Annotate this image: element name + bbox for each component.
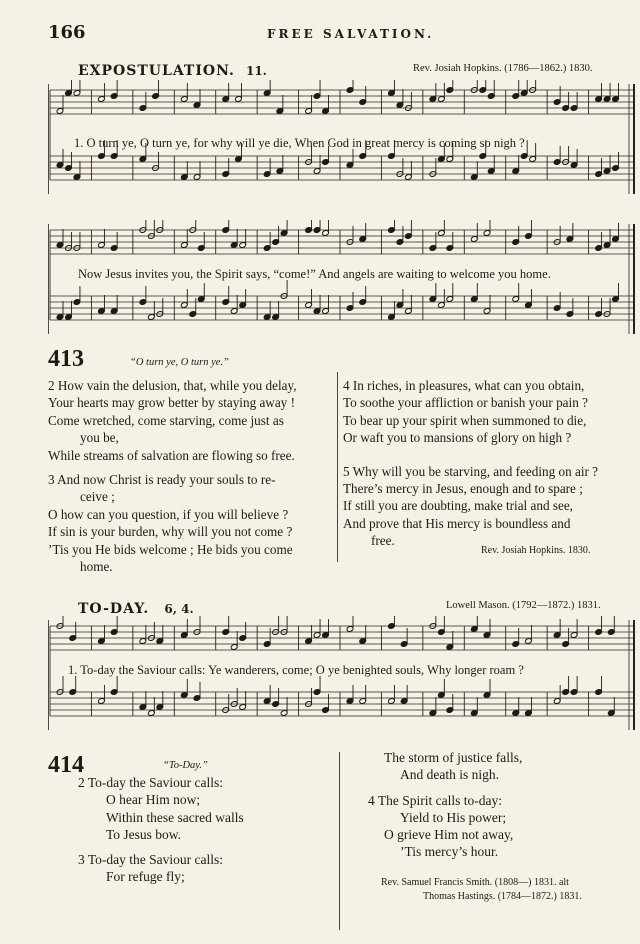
tune1-lyric-line2: Now Jesus invites you, the Spirit says, “come!” And angels are waiting to welcome you home.: [78, 267, 551, 281]
verse-line: While streams of salvation are flowing so free.: [48, 447, 295, 463]
verse-line: free.: [371, 533, 395, 549]
tune2-credit: Lowell Mason. (1792—1872.) 1831.: [446, 600, 601, 611]
verse-line: To soothe your affliction or banish your pain ?: [343, 395, 588, 411]
verse-line: 2 To-day the Saviour calls:: [78, 775, 224, 790]
verse-line: you be,: [80, 430, 119, 446]
verse-line: ’Tis mercy’s hour.: [400, 844, 499, 860]
verse-line: And prove that His mercy is boundless and: [343, 515, 571, 531]
tune2-lyric-line1: 1. To-day the Saviour calls: Ye wanderers, come; O ye benighted souls, Why longer roam ?: [68, 663, 524, 677]
tune1-title: EXPOSTULATION.: [78, 63, 235, 79]
tune2-heading: [78, 598, 194, 617]
hymn-413-right-column: [343, 377, 598, 550]
hymn-414-author-1: Rev. Samuel Francis Smith. (1808—) 1831. alt: [381, 877, 569, 888]
verse-line: Within these sacred walls: [106, 809, 244, 825]
hymn-413-left-column: [48, 377, 297, 575]
verse-line: There’s mercy in Jesus, enough and to spare ;: [343, 481, 583, 497]
verse-line: Come wretched, come starving, come just as: [48, 412, 284, 428]
hymn-413-first-line: “O turn ye, O turn ye.”: [130, 357, 229, 368]
hymn-414-number: 414: [48, 752, 84, 778]
hymn-413-author: Rev. Josiah Hopkins. 1830.: [481, 545, 591, 556]
verse-line: 3 And now Christ is ready your souls to re-: [48, 472, 276, 488]
tune1-meter: 11.: [245, 64, 267, 78]
verse-line: And death is nigh.: [400, 767, 499, 783]
hymn-414-left-column: [78, 774, 244, 886]
verse-line: To bear up your spirit when summoned to die,: [343, 412, 587, 428]
verse-line: 2 How vain the delusion, that, while you delay,: [48, 378, 297, 393]
verse-line: Or waft you to mansions of glory on high ?: [343, 430, 572, 446]
verse-line: For refuge fly;: [106, 869, 185, 885]
running-title: FREE SALVATION.: [267, 27, 435, 41]
verse-line: O grieve Him not away,: [384, 827, 514, 843]
hymn-414-right-column: [368, 749, 522, 861]
hymn-413-number: 413: [48, 346, 84, 372]
tune1-heading: [78, 60, 267, 79]
verse-line: O hear Him now;: [106, 792, 201, 808]
tune2-meter: 6, 4.: [164, 602, 194, 616]
verse-line: 3 To-day the Saviour calls:: [78, 852, 224, 868]
column-divider: [339, 752, 340, 930]
verse-line: ’Tis you He bids welcome ; He bids you come: [48, 541, 293, 557]
verse-line: If still you are doubting, make trial and see,: [343, 498, 573, 514]
page-number: 166: [48, 22, 86, 43]
verse-line: ceive ;: [80, 489, 115, 505]
verse-line: If sin is your burden, why will you not come ?: [48, 524, 293, 540]
verse-line: 4 In riches, in pleasures, what can you obtain,: [343, 378, 585, 393]
verse-line: To Jesus bow.: [106, 826, 182, 842]
verse-line: 5 Why will you be starving, and feeding on air ?: [343, 463, 599, 479]
tune1-credit: Rev. Josiah Hopkins. (1786—1862.) 1830.: [413, 63, 593, 74]
hymn-414-first-line: “To-Day.”: [163, 760, 208, 771]
tune2-title: TO-DAY.: [78, 601, 150, 617]
column-divider: [337, 372, 338, 562]
verse-line: Yield to His power;: [400, 809, 507, 825]
tune1-lyric-line1: 1. O turn ye, O turn ye, for why will ye die, When God in great mercy is coming so nigh ?: [74, 136, 525, 150]
verse-line: O how can you question, if you will believe ?: [48, 506, 289, 522]
verse-line: The storm of justice falls,: [384, 750, 523, 765]
hymn-414-author-2: Thomas Hastings. (1784—1872.) 1831.: [423, 891, 582, 902]
verse-line: Your hearts may grow better by staying away !: [48, 395, 295, 411]
verse-line: 4 The Spirit calls to-day:: [368, 792, 502, 808]
verse-line: home.: [80, 559, 113, 575]
